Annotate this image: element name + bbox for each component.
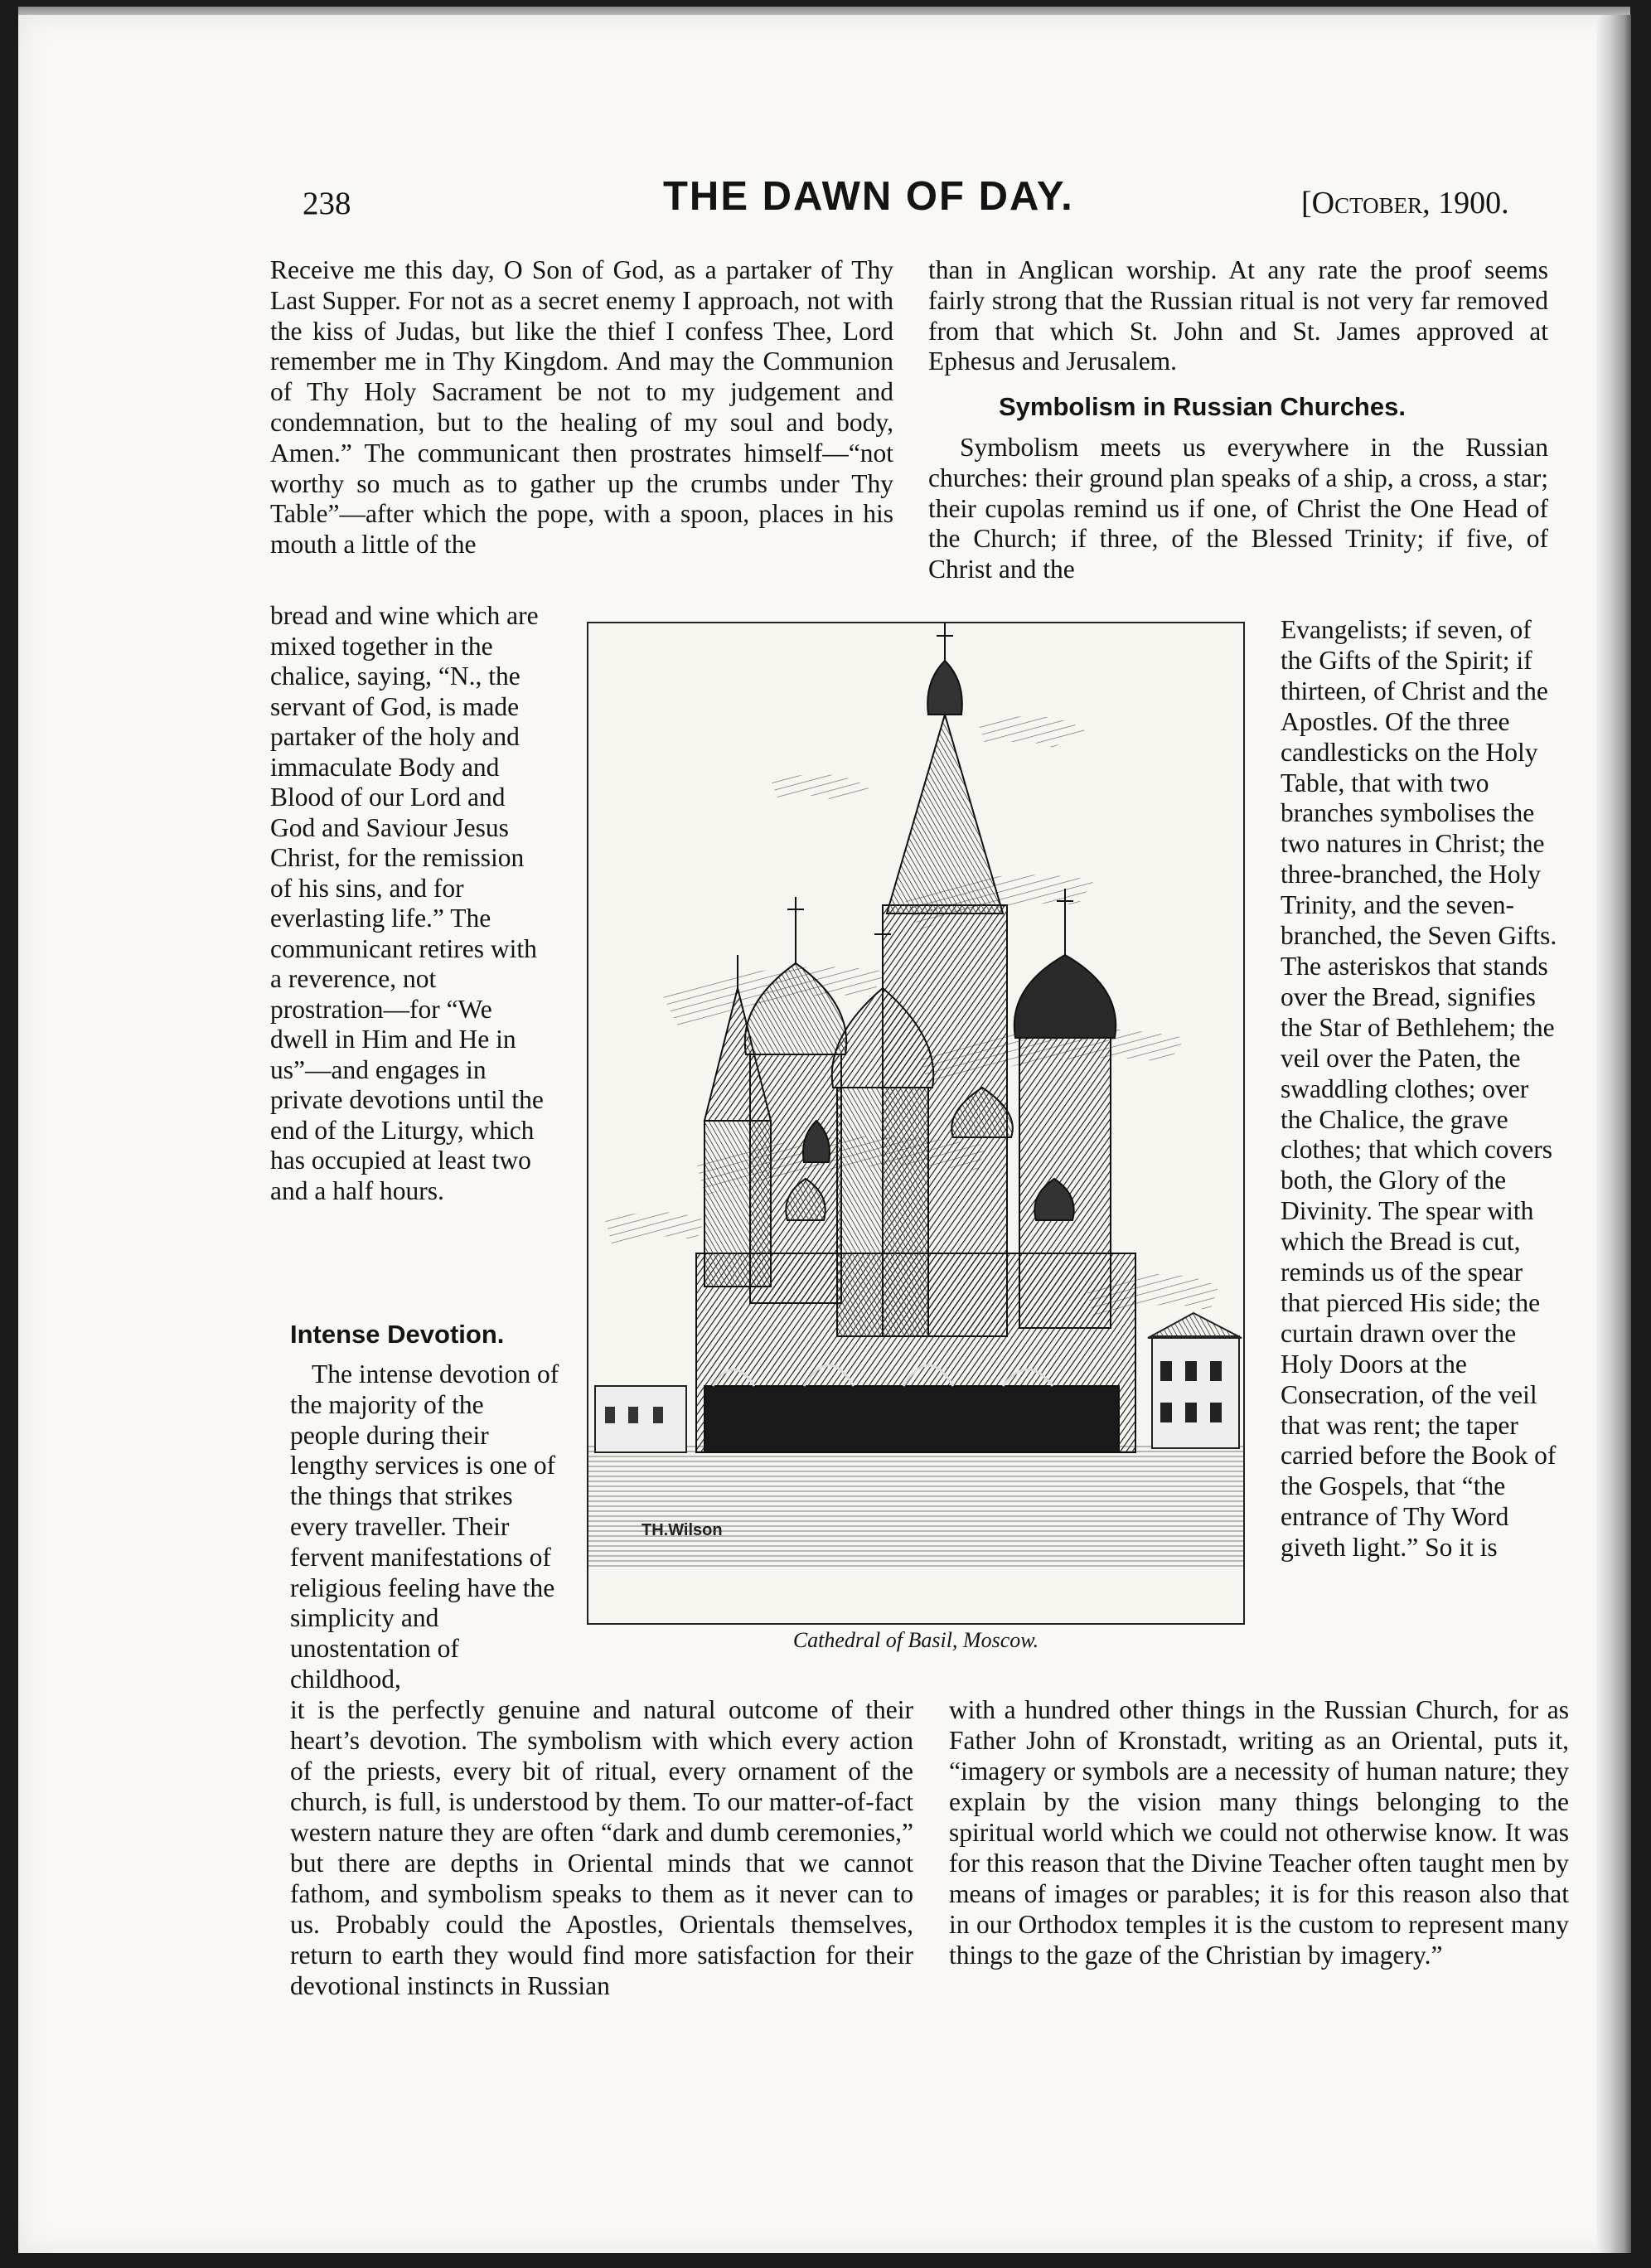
page-number: 238 xyxy=(303,186,351,221)
heading-symbolism: Symbolism in Russian Churches. xyxy=(999,392,1406,421)
running-head xyxy=(0,170,1651,228)
magazine-title: THE DAWN OF DAY. xyxy=(663,174,1074,219)
engraver-signature: TH.Wilson xyxy=(642,1521,723,1539)
right-paragraph-2: Symbolism meets us everywhere in the Russian churches: their ground plan speaks of a ship, a cross, a star; their cupolas remind us if one, of Christ the One Head of the Church; if three, of the Blessed Trinity; if five, of Christ and the xyxy=(928,433,1548,584)
left-paragraph-4: it is the perfectly genuine and natural outcome of their heart’s devotion. The symbolism with which every action of the priests, every bit of ritual, every ornament of the church, is full, is understood by them. To our matter-of-fact western nature they are often “dark and dumb ceremonies,” but there are depths in Oriental minds that we cannot fathom, and symbolism speaks to them as it never can to us. Probably could the Apostles, Orientals themselves, return to earth they would find more satisfaction for their devotional instincts in Russian xyxy=(290,1695,913,2000)
page-right-edge xyxy=(1596,15,1631,2253)
cathedral-engraving xyxy=(588,623,1243,1623)
left-paragraph-1: Receive me this day, O Son of God, as a partaker of Thy Last Supper. For not as a secret enemy I approach, not with the kiss of Judas, but like the thief I confess Thee, Lord remember me in Thy Kingdom. And may the Communion of Thy Holy Sacrament be not to my judgement and condemnation, but to the healing of my soul and body, Amen.” The communicant then prostrates himself—“not worthy so much as to gather up the crumbs under Thy Table”—after which the pope, with a spoon, places in his mouth a little of the xyxy=(270,255,893,560)
left-paragraph-3: The intense devotion of the majority of the people during their lengthy services is one of the things that strikes every traveller. Their fervent manifestations of religious feeling have the simplicity and unostentation of childhood, xyxy=(290,1359,559,1694)
right-paragraph-1: than in Anglican worship. At any rate the proof seems fairly strong that the Russian ritual is not very far removed from that which St. John and St. James approved at Ephesus and Jerusalem. xyxy=(928,255,1548,376)
illustration-caption: Cathedral of Basil, Moscow. xyxy=(792,1628,1039,1652)
cathedral-body xyxy=(696,623,1135,1452)
right-paragraph-4: with a hundred other things in the Russian Church, for as Father John of Kronstadt, writing as an Oriental, puts it, “imagery or symbols are a necessity of human nature; they explain by the vision many things belonging to the spiritual world which we could not otherwise know. It was for this reason that the Divine Teacher often taught men by means of images or parables; it is for this reason also that in our Orthodox temples it is the custom to represent many things to the gaze of the Christian by imagery.” xyxy=(949,1695,1569,1970)
left-paragraph-2: bread and wine which are mixed together in the chalice, saying, “N., the servant of God, is made partaker of the holy and immaculate Body and Blood of our Lord and God and Saviour Jesus Christ, for the remission of his sins, and for everlasting life.” The communicant retires with a reverence, not prostration—for “We dwell in Him and He in us”—and engages in private devotions until the end of the Liturgy, which has occupied at least two and a half hours. xyxy=(270,601,544,1205)
issue-date: [October, 1900. xyxy=(1301,186,1509,220)
right-paragraph-3: Evangelists; if seven, of the Gifts of the Spirit; if thirteen, of Christ and the Apostles. Of the three candlesticks on the Holy Table, that with two branches symbolises the two natures in Christ; the three-branched, the Holy Trinity, and the seven-branched, the Seven Gifts. The asteriskos that stands over the Bread, signifies the Star of Bethlehem; the veil over the Paten, the swaddling clothes; over the Chalice, the grave clothes; that which covers both, the Glory of the Divinity. The spear with which the Bread is cut, reminds us of the spear that pierced His side; the curtain drawn over the Holy Doors at the Consecration, of the veil that was rent; the taper carried before the Book of the Gospels, that “the entrance of Thy Word giveth light.” So it is xyxy=(1281,615,1557,1563)
cathedral-illustration xyxy=(587,622,1245,1625)
heading-intense-devotion: Intense Devotion. xyxy=(290,1320,505,1349)
